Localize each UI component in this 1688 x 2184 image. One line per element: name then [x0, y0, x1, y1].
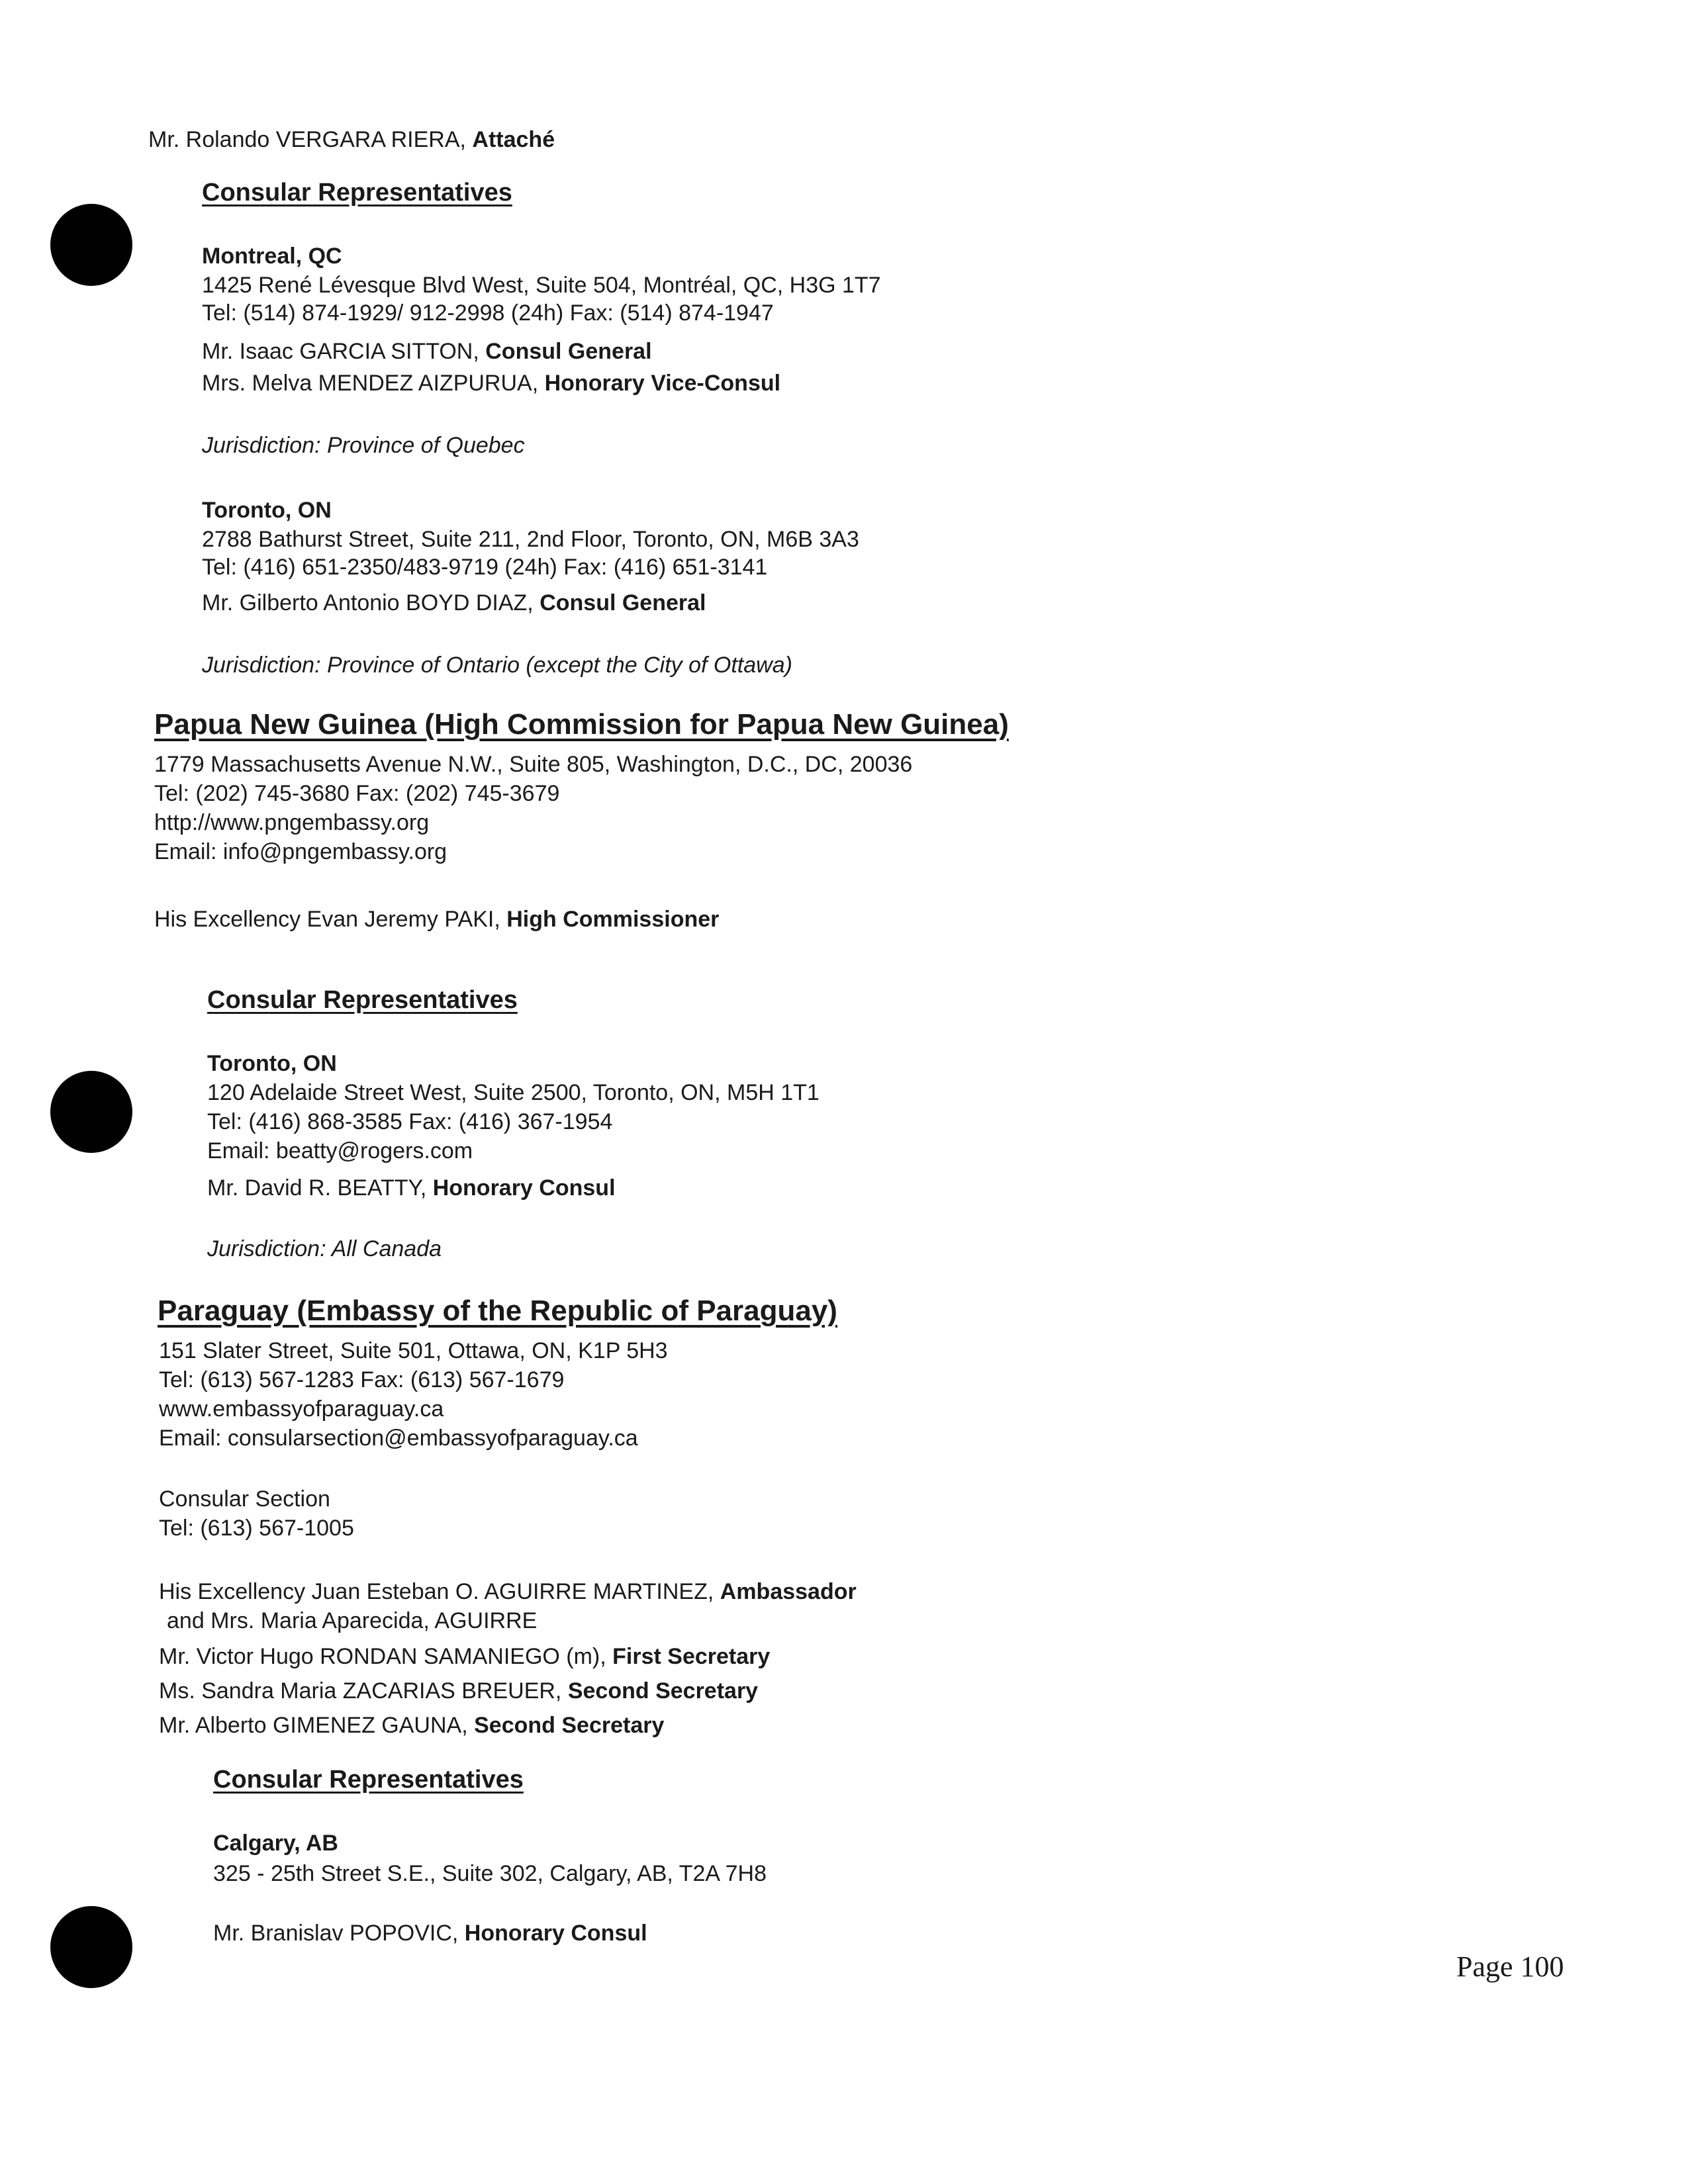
- address-paraguay: 151 Slater Street, Suite 501, Ottawa, ON, K1P 5H3: [159, 1338, 668, 1363]
- ambassador-line: [159, 1578, 857, 1606]
- staff-name: Mr. Rolando VERGARA RIERA,: [148, 127, 473, 152]
- person-title: Consul General: [485, 339, 652, 364]
- person-title: Honorary Vice-Consul: [544, 371, 781, 396]
- city-heading-calgary: Calgary, AB: [213, 1831, 338, 1856]
- person-line: [159, 1711, 664, 1739]
- person-title: Honorary Consul: [464, 1921, 647, 1946]
- jurisdiction-montreal: Jurisdiction: Province of Quebec: [202, 433, 525, 458]
- phone-png: Tel: (202) 745-3680 Fax: (202) 745-3679: [154, 781, 560, 806]
- person-title: Consul General: [539, 590, 706, 615]
- phone-montreal: Tel: (514) 874-1929/ 912-2998 (24h) Fax: (514) 874-1947: [202, 300, 774, 326]
- person-name: Mr. Alberto GIMENEZ GAUNA,: [159, 1713, 475, 1738]
- person-line: [207, 1174, 616, 1202]
- country-heading-paraguay: Paraguay (Embassy of the Republic of Paraguay): [158, 1295, 837, 1327]
- person-name: Mr. David R. BEATTY,: [207, 1175, 433, 1201]
- person-line: [202, 589, 706, 617]
- person-title: Second Secretary: [474, 1713, 665, 1738]
- page-number: Page 100: [1456, 1950, 1564, 1983]
- person-name: Mr. Victor Hugo RONDAN SAMANIEGO (m),: [159, 1644, 613, 1669]
- person-line: [213, 1919, 647, 1947]
- person-line: [159, 1677, 758, 1705]
- email-paraguay[interactable]: Email: consularsection@embassyofparaguay.ca: [159, 1426, 638, 1451]
- person-line: [202, 338, 652, 365]
- consular-representatives-heading: Consular Representatives: [207, 986, 518, 1014]
- person-name: Mr. Isaac GARCIA SITTON,: [202, 339, 486, 364]
- address-png: 1779 Massachusetts Avenue N.W., Suite 805, Washington, D.C., DC, 20036: [154, 752, 913, 777]
- person-name: His Excellency Evan Jeremy PAKI,: [154, 907, 507, 932]
- website-paraguay[interactable]: www.embassyofparaguay.ca: [159, 1396, 444, 1422]
- address-calgary: 325 - 25th Street S.E., Suite 302, Calgary, AB, T2A 7H8: [213, 1861, 767, 1886]
- person-name: His Excellency Juan Esteban O. AGUIRRE MARTINEZ,: [159, 1579, 720, 1604]
- phone-png-toronto: Tel: (416) 868-3585 Fax: (416) 367-1954: [207, 1109, 613, 1134]
- jurisdiction-png: Jurisdiction: All Canada: [207, 1236, 442, 1261]
- website-png[interactable]: http://www.pngembassy.org: [154, 810, 430, 835]
- person-title: First Secretary: [612, 1644, 771, 1669]
- phone-toronto: Tel: (416) 651-2350/483-9719 (24h) Fax: (416) 651-3141: [202, 555, 768, 580]
- punch-hole-top: [50, 204, 132, 286]
- person-title: Honorary Consul: [432, 1175, 616, 1201]
- email-png-toronto[interactable]: Email: beatty@rogers.com: [207, 1138, 473, 1163]
- person-title: Second Secretary: [567, 1678, 759, 1704]
- city-heading-montreal: Montreal, QC: [202, 244, 342, 269]
- person-line: [159, 1643, 770, 1670]
- punch-hole-middle: [50, 1071, 132, 1153]
- city-heading-toronto: Toronto, ON: [207, 1051, 337, 1076]
- country-heading-papua-new-guinea: Papua New Guinea (High Commission for Papua New Guinea): [154, 708, 1009, 741]
- staff-line-attache: [148, 126, 555, 154]
- address-toronto: 2788 Bathurst Street, Suite 211, 2nd Floor, Toronto, ON, M6B 3A3: [202, 527, 859, 552]
- city-heading-toronto: Toronto, ON: [202, 498, 332, 523]
- address-montreal: 1425 René Lévesque Blvd West, Suite 504, Montréal, QC, H3G 1T7: [202, 273, 881, 298]
- person-name: Mr. Gilberto Antonio BOYD DIAZ,: [202, 590, 540, 615]
- person-name: Ms. Sandra Maria ZACARIAS BREUER,: [159, 1678, 568, 1704]
- staff-title: Attaché: [472, 127, 555, 152]
- person-name: Mrs. Melva MENDEZ AIZPURUA,: [202, 371, 545, 396]
- person-title: Ambassador: [720, 1579, 857, 1604]
- consular-representatives-heading: Consular Representatives: [202, 179, 512, 206]
- ambassador-spouse: and Mrs. Maria Aparecida, AGUIRRE: [167, 1608, 538, 1633]
- phone-paraguay: Tel: (613) 567-1283 Fax: (613) 567-1679: [159, 1367, 565, 1392]
- consular-section-phone: Tel: (613) 567-1005: [159, 1516, 354, 1541]
- person-name: Mr. Branislav POPOVIC,: [213, 1921, 465, 1946]
- person-title: High Commissioner: [506, 907, 720, 932]
- jurisdiction-toronto: Jurisdiction: Province of Ontario (except the City of Ottawa): [202, 653, 792, 678]
- consular-section-label: Consular Section: [159, 1486, 330, 1512]
- head-of-mission-png: [154, 905, 719, 933]
- address-png-toronto: 120 Adelaide Street West, Suite 2500, Toronto, ON, M5H 1T1: [207, 1080, 820, 1105]
- person-line: [202, 369, 780, 397]
- punch-hole-bottom: [50, 1906, 132, 1988]
- email-png[interactable]: Email: info@pngembassy.org: [154, 839, 447, 864]
- consular-representatives-heading: Consular Representatives: [213, 1766, 524, 1794]
